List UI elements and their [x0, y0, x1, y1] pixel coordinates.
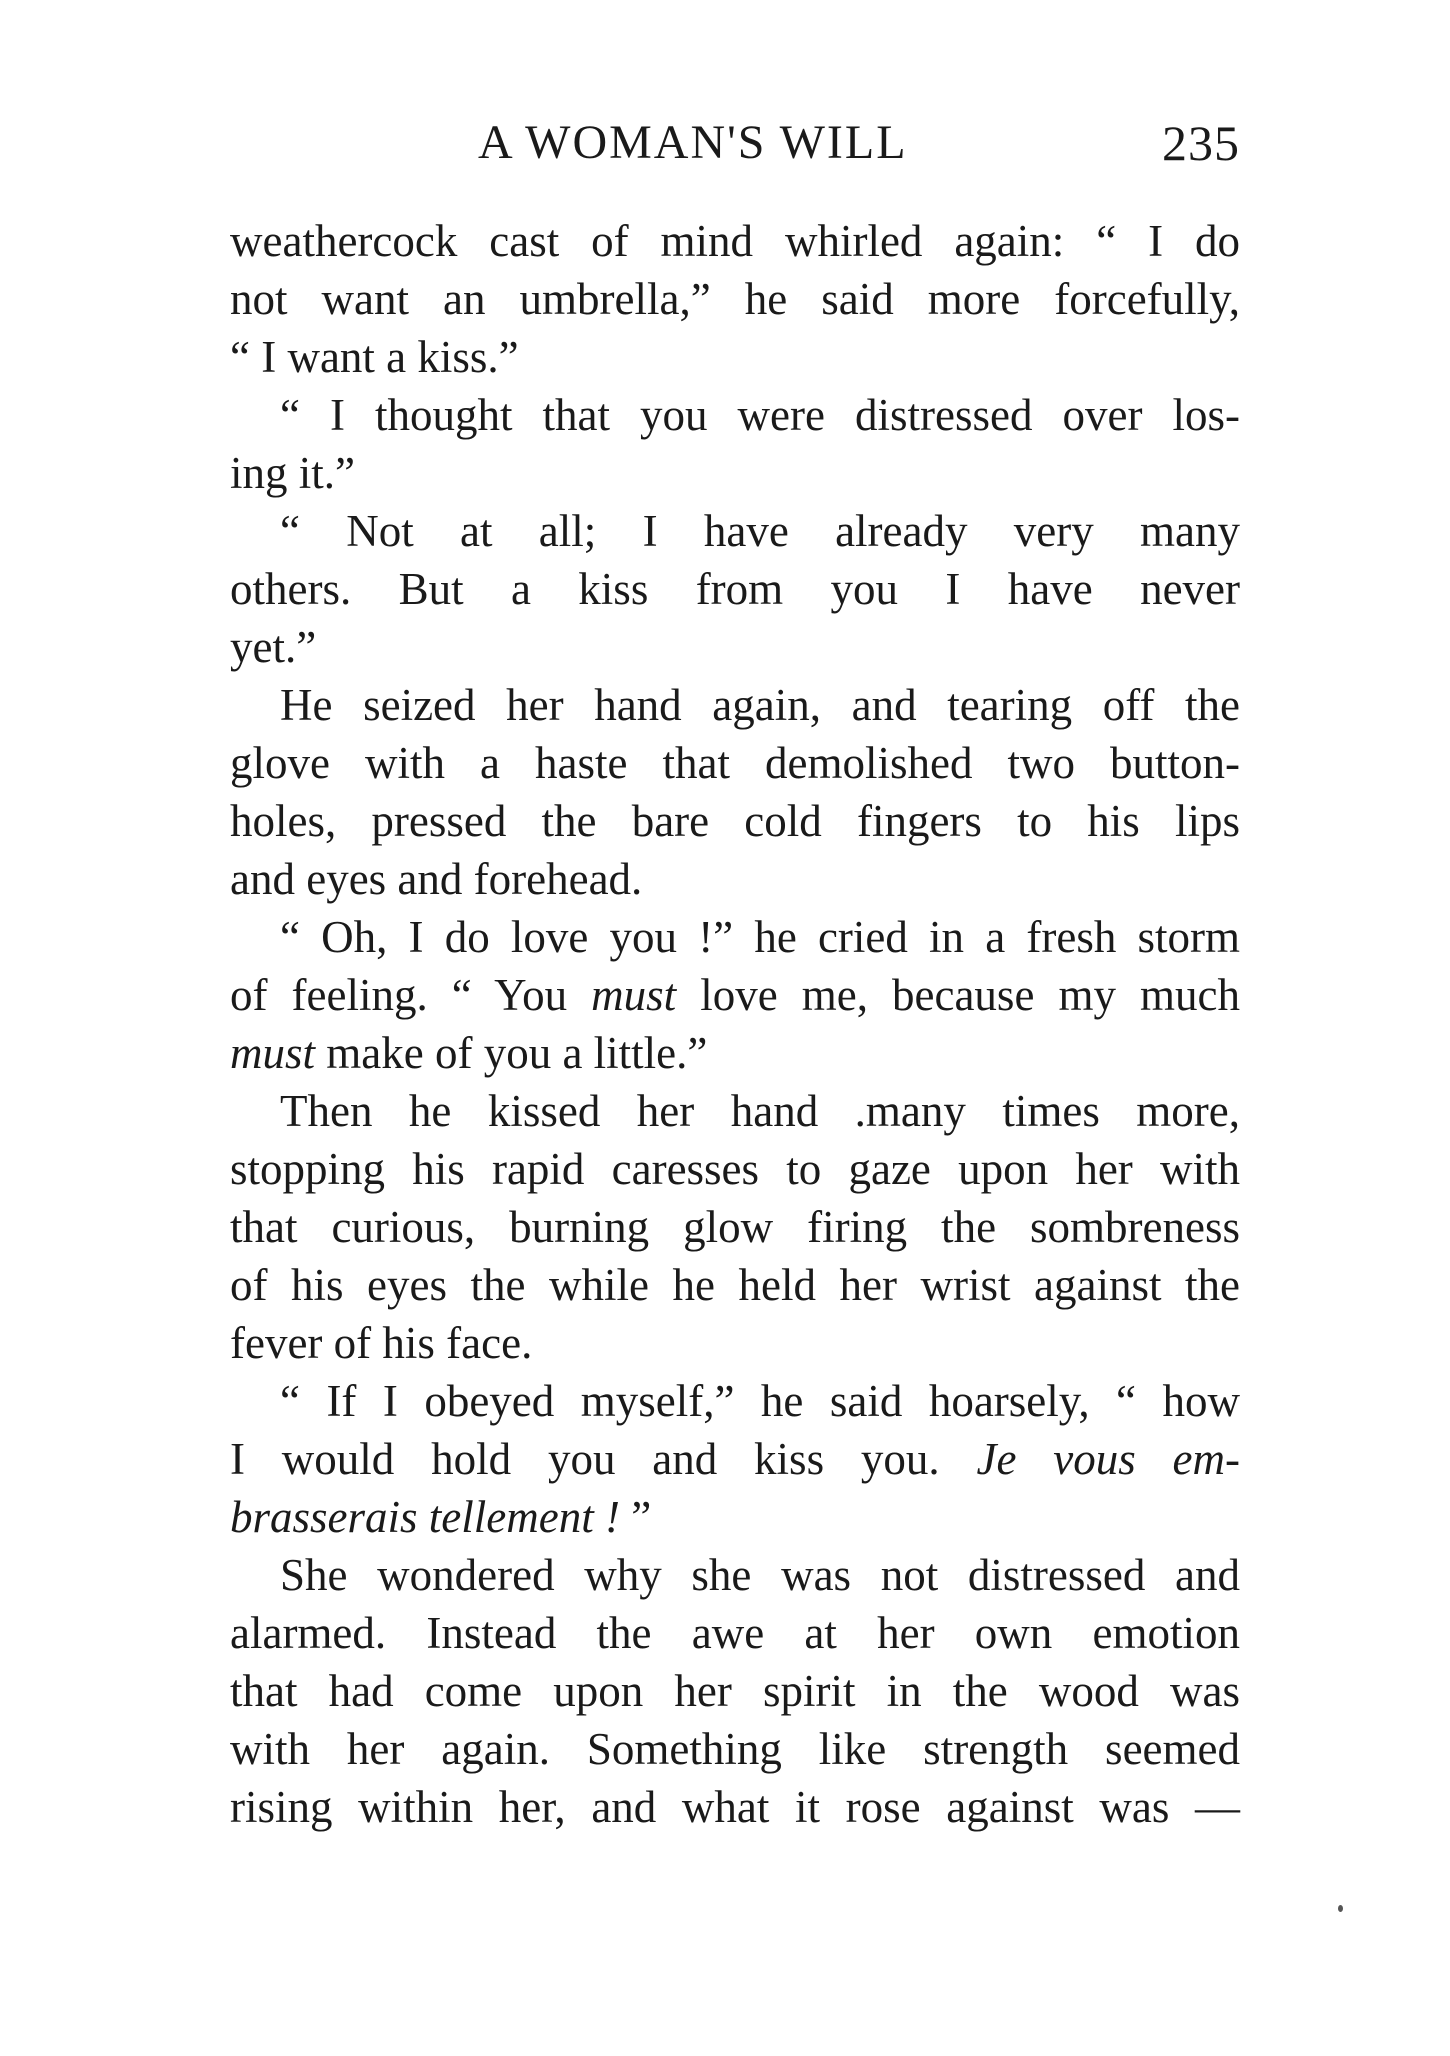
text-line: rising within her, and what it rose against was — — [230, 1782, 1240, 1832]
text-line: and eyes and forehead. — [230, 854, 643, 904]
text-line: of feeling. “ You must love me, because my much — [230, 970, 1240, 1020]
text-line: “ Not at all; I have already very many — [280, 506, 1240, 556]
text-line: fever of his face. — [230, 1318, 533, 1368]
text-line: He seized her hand again, and tearing off the — [280, 680, 1240, 730]
italic-emphasis: must — [230, 1028, 316, 1078]
text-line: that had come upon her spirit in the wood was — [230, 1666, 1240, 1716]
body-text — [230, 212, 1240, 1836]
text-line: holes, pressed the bare cold fingers to his lips — [230, 796, 1240, 846]
running-head — [230, 108, 1240, 178]
text-line: ing it.” — [230, 448, 355, 498]
text-line: “ I thought that you were distressed over los- — [280, 390, 1240, 440]
italic-emphasis: Je vous em- — [976, 1434, 1240, 1484]
paper-speck — [1338, 1905, 1343, 1912]
text-line: I would hold you and kiss you. Je vous em- — [230, 1434, 1240, 1484]
text-line: that curious, burning glow firing the sombreness — [230, 1202, 1240, 1252]
italic-emphasis: must — [591, 970, 677, 1020]
text-line: stopping his rapid caresses to gaze upon her with — [230, 1144, 1240, 1194]
text-line: brasserais tellement ! ” — [230, 1492, 652, 1542]
text-line: weathercock cast of mind whirled again: “ I do — [230, 216, 1240, 266]
text-line: Then he kissed her hand .many times more, — [280, 1086, 1240, 1136]
text-line: with her again. Something like strength seemed — [230, 1724, 1240, 1774]
text-line: She wondered why she was not distressed and — [280, 1550, 1240, 1600]
text-line: not want an umbrella,” he said more forcefully, — [230, 274, 1240, 324]
text-line: yet.” — [230, 622, 317, 672]
text-line: others. But a kiss from you I have never — [230, 564, 1240, 614]
text-line: “ Oh, I do love you !” he cried in a fresh storm — [280, 912, 1240, 962]
text-line: glove with a haste that demolished two button- — [230, 738, 1240, 788]
running-title: A WOMAN'S WILL — [478, 116, 908, 169]
text-line: of his eyes the while he held her wrist against the — [230, 1260, 1240, 1310]
page-number: 235 — [1162, 115, 1240, 171]
text-line: alarmed. Instead the awe at her own emotion — [230, 1608, 1240, 1658]
italic-emphasis: brasserais tellement ! — [230, 1492, 620, 1542]
text-line: must make of you a little.” — [230, 1028, 708, 1078]
text-line: “ If I obeyed myself,” he said hoarsely, “ how — [280, 1376, 1240, 1426]
text-line: “ I want a kiss.” — [230, 332, 519, 382]
